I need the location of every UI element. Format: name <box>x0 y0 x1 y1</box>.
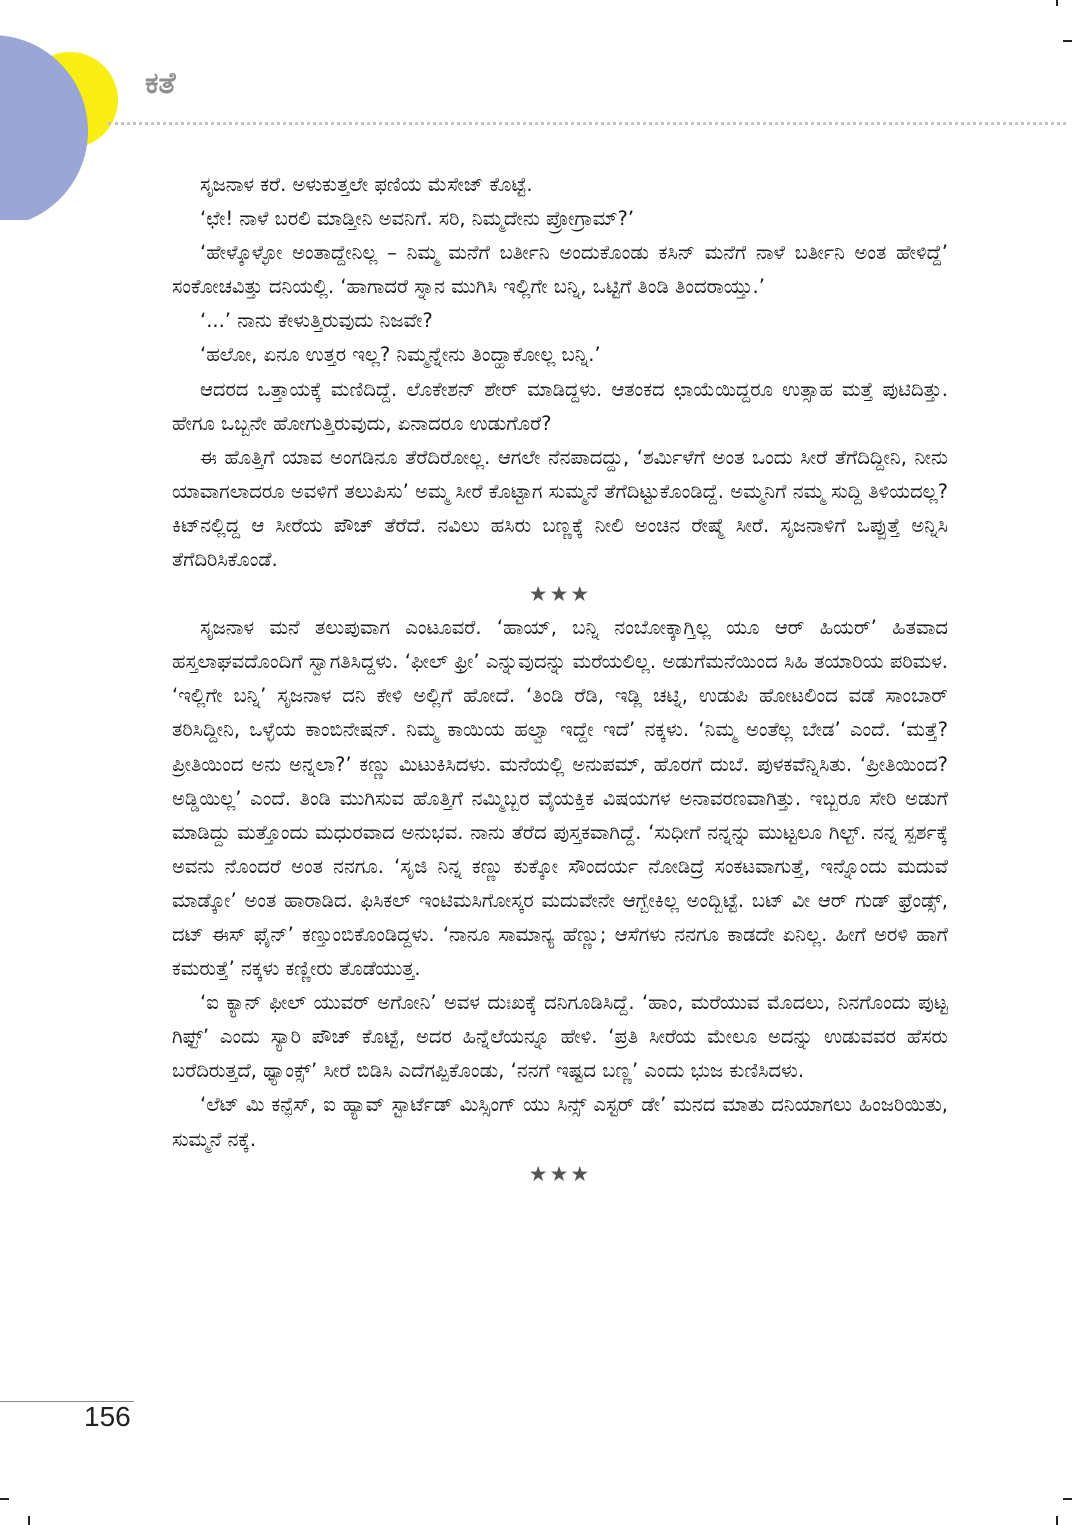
section-title: ಕತೆ <box>145 66 176 101</box>
paragraph: ‘...’ ನಾನು ಕೇಳುತ್ತಿರುವುದು ನಿಜವೇ? <box>200 309 433 333</box>
paragraph: ಈ ಹೊತ್ತಿಗೆ ಯಾವ ಅಂಗಡಿನೂ ತೆರೆದಿರೋಲ್ಲ. ಆಗಲೇ ನೆನಪಾದದ್ದು, ‘ಶರ್ಮಿಳೆಗೆ ಅಂತ ಒಂದು ಸೀರೆ ತೆಗೆದಿದ್ದೀನಿ, ನೀನು ಯಾವಾಗಲಾದರೂ ಅವಳಿಗೆ ತಲುಪಿಸು’ ಅಮ್ಮ ಸೀರೆ ಕೊಟ್ಟಾಗ ಸುಮ್ಮನೆ ತೆಗೆದಿಟ್ಟುಕೊಂಡಿದ್ದೆ. ಅಮ್ಮನಿಗೆ ನಮ್ಮ ಸುದ್ದಿ ತಿಳಿಯದಲ್ಲ? ಕಿಟ್‌ನಲ್ಲಿದ್ದ ಆ ಸೀರೆಯ ಪೌಚ್ ತೆರೆದೆ. ನವಿಲು ಹಸಿರು ಬಣ್ಣಕ್ಕೆ ನೀಲಿ ಅಂಚಿನ ರೇಷ್ಮೆ ಸೀರೆ. ಸೃಜನಾಳಿಗೆ ಒಪ್ಪುತ್ತೆ ಅನ್ನಿಸಿ ತೆಗೆದಿರಿಸಿಕೊಂಡೆ. <box>172 445 948 572</box>
crop-mark <box>0 1498 9 1500</box>
paragraph: ‘ಛೇ! ನಾಳೆ ಬರಲಿ ಮಾಡ್ತೀನಿ ಅವನಿಗೆ. ಸರಿ, ನಿಮ್ಮದೇನು ಪ್ರೋಗ್ರಾಮ್?’ <box>200 207 635 231</box>
paragraph: ಸೃಜನಾಳ ಕರೆ. ಅಳುಕುತ್ತಲೇ ಫಣಿಯ ಮೆಸೇಜ್ ಕೊಟ್ಟೆ. <box>200 173 533 196</box>
story-body <box>172 168 948 1191</box>
paragraph: ಆದರದ ಒತ್ತಾಯಕ್ಕೆ ಮಣಿದಿದ್ದೆ. ಲೊಕೇಶನ್ ಶೇರ್ ಮಾಡಿದ್ದಳು. ಆತಂಕದ ಛಾಯೆಯಿದ್ದರೂ ಉತ್ಸಾಹ ಮತ್ತೆ ಪುಟಿದಿತ್ತು. ಹೇಗೂ ಒಬ್ಬನೇ ಹೋಗುತ್ತಿರುವುದು, ಏನಾದರೂ ಉಡುಗೊರೆ? <box>172 377 948 435</box>
paragraph: ‘ಲೆಟ್ ಮಿ ಕನ್ಫೆಸ್, ಐ ಹ್ಯಾವ್ ಸ್ಟಾರ್ಟೆಡ್ ಮಿಸ್ಸಿಂಗ್ ಯು ಸಿನ್ಸ್ ಎಸ್ಟರ್ ಡೇ’ ಮನದ ಮಾತು ದನಿಯಾಗಲು ಹಿಂಜರಿಯಿತು, ಸುಮ್ಮನೆ ನಕ್ಕೆ. <box>172 1093 948 1151</box>
crop-mark <box>1063 1498 1072 1500</box>
paragraph: ಸೃಜನಾಳ ಮನೆ ತಲುಪುವಾಗ ಎಂಟೂವರೆ. ‘ಹಾಯ್, ಬನ್ನಿ ನಂಬೋಕ್ಕಾಗ್ತಿಲ್ಲ ಯೂ ಆರ್ ಹಿಯರ್’ ಹಿತವಾದ ಹಸ್ತಲಾಘವದೊಂದಿಗೆ ಸ್ವಾಗತಿಸಿದ್ದಳು. ‘ಫೀಲ್ ಫ್ರೀ’ ಎನ್ನುವುದನ್ನು ಮರೆಯಲಿಲ್ಲ. ಅಡುಗೆಮನೆಯಿಂದ ಸಿಹಿ ತಯಾರಿಯ ಪರಿಮಳ. ‘ಇಲ್ಲಿಗೇ ಬನ್ನಿ’ ಸೃಜನಾಳ ದನಿ ಕೇಳಿ ಅಲ್ಲಿಗೆ ಹೋದೆ. ‘ತಿಂಡಿ ರೆಡಿ, ಇಡ್ಲಿ ಚಟ್ನಿ, ಉಡುಪಿ ಹೋಟಲಿಂದ ವಡೆ ಸಾಂಬಾರ್ ತರಿಸಿದ್ದೀನಿ, ಒಳ್ಳೆಯ ಕಾಂಬಿನೇಷನ್. ನಿಮ್ಮ ಕಾಯಿಯ ಹಲ್ವಾ ಇದ್ದೇ ಇದೆ’ ನಕ್ಕಳು. ‘ನಿಮ್ಮ ಅಂತೆಲ್ಲ ಬೇಡ’ ಎಂದೆ. ‘ಮತ್ತೆ? ಪ್ರೀತಿಯಿಂದ ಅನು ಅನ್ನಲಾ?’ ಕಣ್ಣು ಮಿಟುಕಿಸಿದಳು. ಮನೆಯಲ್ಲಿ ಅನುಪಮ್, ಹೊರಗೆ ದುಬೆ. ಪುಳಕವೆನ್ನಿಸಿತು. ‘ಪ್ರೀತಿಯಿಂದ? ಅಡ್ಡಿಯಿಲ್ಲ’ ಎಂದೆ. ತಿಂಡಿ ಮುಗಿಸುವ ಹೊತ್ತಿಗೆ ನಮ್ಮಿಬ್ಬರ ವೈಯಕ್ತಿಕ ವಿಷಯಗಳ ಅನಾವರಣವಾಗಿತ್ತು. ಇಬ್ಬರೂ ಸೇರಿ ಅಡುಗೆ ಮಾಡಿದ್ದು ಮತ್ತೊಂದು ಮಧುರವಾದ ಅನುಭವ. ನಾನು ತೆರೆದ ಪುಸ್ತಕವಾಗಿದ್ದೆ. ‘ಸುಧೀಗೆ ನನ್ನನ್ನು ಮುಟ್ಟಲೂ ಗಿಲ್ಟ್. ನನ್ನ ಸ್ಪರ್ಶಕ್ಕೆ ಅವನು ನೊಂದರೆ ಅಂತ ನನಗೂ. ‘ಸೃಜಿ ನಿನ್ನ ಕಣ್ಣು ಕುಕ್ಕೋ ಸೌಂದರ್ಯ ನೋಡಿದ್ರೆ ಸಂಕಟವಾಗುತ್ತೆ, ಇನ್ನೊಂದು ಮದುವೆ ಮಾಡ್ಕೋ’ ಅಂತ ಹಾರಾಡಿದ. ಫಿಸಿಕಲ್ ಇಂಟಿಮಸಿಗೋಸ್ಕರ ಮದುವೇನೇ ಆಗ್ಬೇಕಿಲ್ಲ ಅಂದ್ಬಿಟ್ಟೆ. ಬಟ್ ವೀ ಆರ್ ಗುಡ್ ಫ್ರೆಂಡ್ಸ್, ದಟ್ ಈಸ್ ಫೈನ್’ ಕಣ್ತುಂಬಿಕೊಂಡಿದ್ದಳು. ‘ನಾನೂ ಸಾಮಾನ್ಯ ಹೆಣ್ಣು; ಆಸೆಗಳು ನನಗೂ ಕಾಡದೇ ಏನಿಲ್ಲ. ಹೀಗೆ ಅರಳಿ ಹಾಗೆ ಕಮರುತ್ತೆ’ ನಕ್ಕಳು ಕಣ್ಣೀರು ತೊಡೆಯುತ್ತ. <box>172 616 948 981</box>
crop-mark <box>28 1516 30 1525</box>
dotted-rule <box>108 122 1066 125</box>
section-separator: ★★★ <box>528 582 592 607</box>
page-number: 156 <box>84 1401 131 1432</box>
crop-mark <box>1056 1516 1058 1525</box>
section-separator: ★★★ <box>528 1161 592 1186</box>
crop-mark <box>1056 0 1058 6</box>
paragraph: ‘ಹಲೋ, ಏನೂ ಉತ್ತರ ಇಲ್ಲ? ನಿಮ್ಮನ್ನೇನು ತಿಂದ್ಹಾಕೋಲ್ಲ ಬನ್ನಿ.’ <box>200 343 601 367</box>
decorative-circles <box>0 0 200 220</box>
paragraph: ‘ಐ ಕ್ಯಾನ್ ಫೀಲ್ ಯುವರ್ ಅಗೋನಿ’ ಅವಳ ದುಃಖಕ್ಕೆ ದನಿಗೂಡಿಸಿದ್ದೆ. ‘ಹಾಂ, ಮರೆಯುವ ಮೊದಲು, ನಿನಗೊಂದು ಪುಟ್ಟ ಗಿಫ್ಟ್’ ಎಂದು ಸ್ಯಾರಿ ಪೌಚ್ ಕೊಟ್ಟೆ, ಅದರ ಹಿನ್ನೆಲೆಯನ್ನೂ ಹೇಳಿ. ‘ಪ್ರತಿ ಸೀರೆಯ ಮೇಲೂ ಅದನ್ನು ಉಡುವವರ ಹೆಸರು ಬರೆದಿರುತ್ತದೆ, ಥ್ಯಾಂಕ್ಸ್’ ಸೀರೆ ಬಿಡಿಸಿ ಎದೆಗಪ್ಪಿಕೊಂಡು, ‘ನನಗೆ ಇಷ್ಟದ ಬಣ್ಣ’ ಎಂದು ಭುಜ ಕುಣಿಸಿದಳು. <box>172 991 948 1083</box>
paragraph: ‘ಹೇಳ್ಕೊಳ್ಳೋ ಅಂತಾದ್ದೇನಿಲ್ಲ – ನಿಮ್ಮ ಮನೆಗೆ ಬರ್ತೀನಿ ಅಂದುಕೊಂಡು ಕಸಿನ್ ಮನೆಗೆ ನಾಳೆ ಬರ್ತೀನಿ ಅಂತ ಹೇಳಿದ್ದೆ’ ಸಂಕೋಚವಿತ್ತು ದನಿಯಲ್ಲಿ. ‘ಹಾಗಾದರೆ ಸ್ನಾನ ಮುಗಿಸಿ ಇಲ್ಲಿಗೇ ಬನ್ನಿ, ಒಟ್ಟಿಗೆ ತಿಂಡಿ ತಿಂದರಾಯ್ತು.’ <box>172 241 948 299</box>
crop-mark <box>1063 40 1072 42</box>
